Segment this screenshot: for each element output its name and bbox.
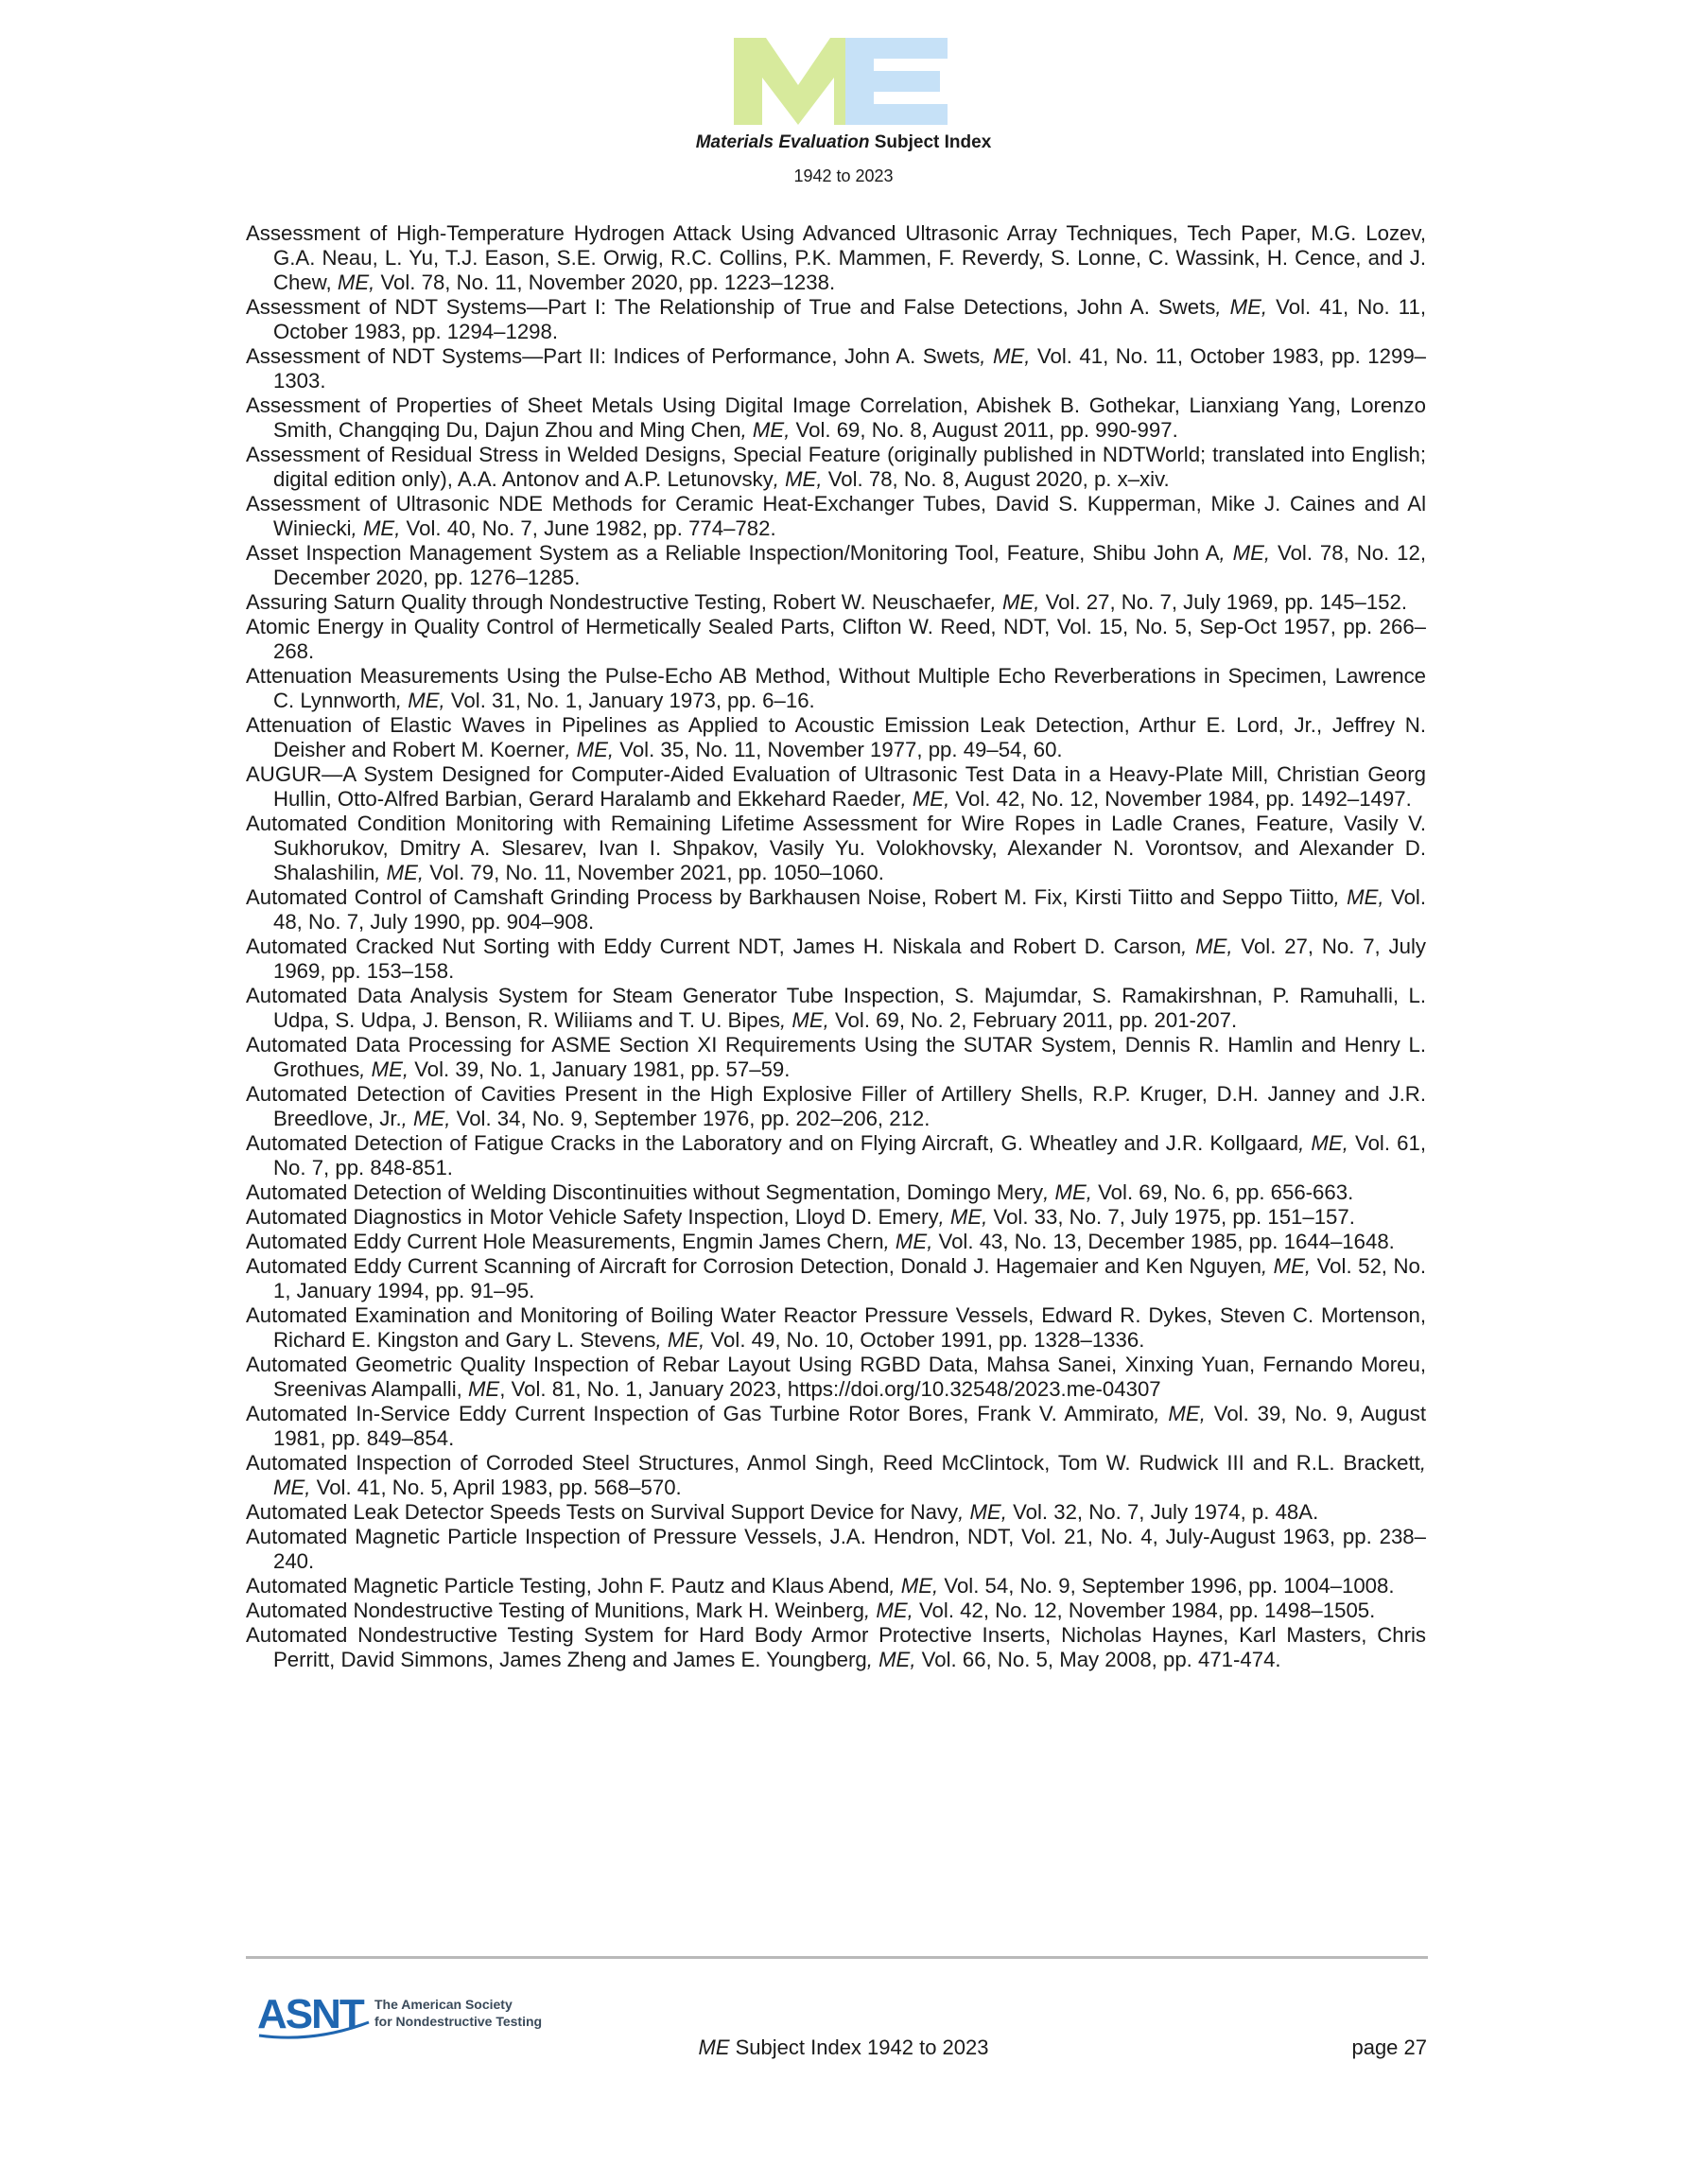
page-number: page 27: [1351, 2035, 1427, 2059]
index-entry: [246, 713, 1426, 762]
index-entry: [246, 1303, 1426, 1353]
entry-journal: , ME,: [938, 1205, 988, 1229]
entry-journal: , ME,: [655, 1328, 705, 1352]
entry-citation: Vol. 54, No. 9, September 1996, pp. 1004–1008.: [938, 1574, 1395, 1598]
entry-text: Automated Magnetic Particle Testing, John F. Pautz and Klaus Abend: [246, 1574, 890, 1598]
entry-text: Automated Leak Detector Speeds Tests on Survival Support Device for Navy: [246, 1500, 959, 1524]
index-entry: [246, 1131, 1426, 1180]
entry-citation: Vol. 39, No. 9, August 1981, pp. 849–854.: [273, 1402, 1427, 1450]
entry-text: Automated Detection of Fatigue Cracks in the Laboratory and on Flying Aircraft, G. Wheatley and J.R. Kollgaard: [246, 1131, 1299, 1155]
footer-title-rest: Subject Index 1942 to 2023: [729, 2035, 989, 2059]
entry-journal: , ME,: [866, 1648, 916, 1671]
entry-text: Automated Detection of Cavities Present in the High Explosive Filler of Artillery Shells, R.P. Kruger, D.H. Janney and J.R. Breedlove, Jr.: [246, 1082, 1426, 1130]
entry-citation: Vol. 35, No. 11, November 1977, pp. 49–54, 60.: [614, 738, 1063, 761]
entry-citation: Vol. 79, No. 11, November 2021, pp. 1050–1060.: [424, 861, 884, 884]
index-entry: [246, 1574, 1426, 1599]
entry-journal: , ME,: [1181, 935, 1233, 958]
index-entry: [246, 1599, 1426, 1623]
entry-text: Automated Condition Monitoring with Remaining Lifetime Assessment for Wire Ropes in Ladle Cranes, Feature, Vasily V. Sukhorukov, Dmitry A. Slesarev, Ivan I. Shpakov, Vasily Yu. Volokhovsky, Alexander N. Vorontsov, and Alexander D. Shalashilin: [246, 812, 1426, 884]
index-entry: [246, 812, 1426, 885]
index-entry: [246, 1180, 1426, 1205]
entry-citation: Vol. 34, No. 9, September 1976, pp. 202–206, 212.: [450, 1107, 930, 1130]
index-entry: [246, 1525, 1426, 1574]
entry-journal: , ME,: [359, 1057, 409, 1081]
header-journal-name: Materials Evaluation: [695, 132, 870, 152]
entry-text: Assuring Saturn Quality through Nondestructive Testing, Robert W. Neuschaefer: [246, 590, 991, 614]
entry-text: Attenuation Measurements Using the Pulse-Echo AB Method, Without Multiple Echo Reverberations in Specimen, Lawrence C. Lynnworth: [246, 664, 1426, 712]
entry-text: Automated Geometric Quality Inspection of Rebar Layout Using RGBD Data, Mahsa Sanei, Xinxing Yuan, Fernando Moreu, Sreenivas Alampalli,: [246, 1353, 1426, 1401]
entry-journal: , ME,: [374, 861, 425, 884]
index-entry: [246, 1451, 1426, 1500]
index-entry: [246, 935, 1426, 984]
entry-citation: Vol. 69, No. 2, February 2011, pp. 201-207.: [828, 1008, 1238, 1032]
entry-citation: Vol. 32, No. 7, July 1974, p. 48A.: [1006, 1500, 1319, 1524]
entry-citation: Vol. 41, No. 11, October 1983, pp. 1294–1298.: [273, 295, 1427, 343]
index-entry: [246, 541, 1426, 590]
index-entry: [246, 443, 1426, 492]
entry-journal: , ME,: [958, 1500, 1007, 1524]
entry-citation: Vol. 69, No. 8, August 2011, pp. 990-997.: [790, 418, 1178, 442]
index-entry: [246, 984, 1426, 1033]
entry-journal: , ME,: [740, 418, 791, 442]
entry-citation: Vol. 42, No. 12, November 1984, pp. 1498–1505.: [913, 1599, 1376, 1622]
entry-journal: , ME,: [1043, 1180, 1092, 1204]
entry-journal: , ME,: [780, 1008, 829, 1032]
me-logo-e: [845, 38, 948, 125]
index-entry: [246, 762, 1426, 812]
entry-text: Automated Magnetic Particle Inspection of Pressure Vessels, J.A. Hendron, NDT, Vol. 21, No. 4, July-August 1963, pp. 238–240.: [246, 1525, 1426, 1573]
index-entry: [246, 1033, 1426, 1082]
entry-citation: Vol. 78, No. 8, August 2020, p. x–xiv.: [822, 467, 1170, 491]
footer-divider: [246, 1956, 1428, 1959]
entry-text: Assessment of NDT Systems—Part II: Indices of Performance, John A. Swets: [246, 344, 981, 368]
entry-text: Automated Eddy Current Scanning of Aircraft for Corrosion Detection, Donald J. Hagemaier and Ken Nguyen: [246, 1254, 1261, 1278]
entry-citation: Vol. 41, No. 5, April 1983, pp. 568–570.: [310, 1476, 682, 1499]
entry-citation: Vol. 39, No. 1, January 1981, pp. 57–59.: [409, 1057, 791, 1081]
entry-journal: , ME,: [1333, 885, 1384, 909]
entry-text: Automated Eddy Current Hole Measurements, Engmin James Chern: [246, 1230, 884, 1253]
entry-citation: Vol. 42, No. 12, November 1984, pp. 1492–1497.: [949, 787, 1412, 811]
entry-text: Automated Nondestructive Testing System for Hard Body Armor Protective Inserts, Nicholas Haynes, Karl Masters, Chris Perritt, David Simmons, James Zheng and James E. Youngberg: [246, 1623, 1426, 1671]
index-entry: [246, 1254, 1426, 1303]
entry-text: AUGUR—A System Designed for Computer-Aided Evaluation of Ultrasonic Test Data in a Heavy-Plate Mill, Christian Georg Hullin, Otto-Alfred Barbian, Gerard Haralamb and Ekkehard Raeder: [246, 762, 1426, 811]
entry-citation: Vol. 43, No. 13, December 1985, pp. 1644–1648.: [932, 1230, 1395, 1253]
entry-text: Automated Cracked Nut Sorting with Eddy Current NDT, James H. Niskala and Robert D. Carson: [246, 935, 1182, 958]
index-entry: [246, 1500, 1426, 1525]
index-entry-list: [246, 221, 1426, 1672]
index-entry: [246, 393, 1426, 443]
entry-citation: Vol. 33, No. 7, July 1975, pp. 151–157.: [987, 1205, 1355, 1229]
index-entry: [246, 664, 1426, 713]
entry-journal: , ME,: [1298, 1131, 1348, 1155]
entry-citation: , Vol. 81, No. 1, January 2023, https://doi.org/10.32548/2023.me-04307: [499, 1377, 1161, 1401]
index-entry: [246, 492, 1426, 541]
header-title: [0, 132, 1687, 153]
entry-text: Automated Control of Camshaft Grinding Process by Barkhausen Noise, Robert M. Fix, Kirsti Tiitto and Seppo Tiitto: [246, 885, 1334, 909]
asnt-name-line-1: The American Society: [374, 1997, 513, 2012]
entry-text: Assessment of Ultrasonic NDE Methods for Ceramic Heat-Exchanger Tubes, David S. Kupperman, Mike J. Caines and Al Winiecki: [246, 492, 1426, 540]
entry-text: Atomic Energy in Quality Control of Hermetically Sealed Parts, Clifton W. Reed, NDT, Vol. 15, No. 5, Sep-Oct 1957, pp. 266–268.: [246, 615, 1426, 663]
footer-me: ME: [698, 2035, 730, 2059]
entry-text: Automated Diagnostics in Motor Vehicle Safety Inspection, Lloyd D. Emery: [246, 1205, 939, 1229]
entry-citation: Vol. 48, No. 7, July 1990, pp. 904–908.: [273, 885, 1426, 934]
index-entry: [246, 1082, 1426, 1131]
entry-text: Asset Inspection Management System as a Reliable Inspection/Monitoring Tool, Feature, Shibu John A: [246, 541, 1220, 565]
index-entry: [246, 1623, 1426, 1672]
index-entry: [246, 221, 1426, 295]
me-logo-m: [734, 38, 862, 125]
header-title-rest: Subject Index: [869, 132, 992, 152]
entry-citation: Vol. 69, No. 6, pp. 656-663.: [1091, 1180, 1354, 1204]
entry-citation: Vol. 27, No. 7, July 1969, pp. 153–158.: [273, 935, 1426, 983]
entry-journal: , ME,: [351, 516, 401, 540]
entry-journal: , ME,: [773, 467, 823, 491]
entry-journal: , ME,: [883, 1230, 933, 1253]
entry-text: Assessment of High-Temperature Hydrogen Attack Using Advanced Ultrasonic Array Techniques, Tech Paper, M.G. Lozev, G.A. Neau, L. Yu, T.J. Eason, S.E. Orwig, R.C. Collins, P.K. Mammen, F. Reverdy, S. Lonne, C. Wassink, H. Cence, and J. Chew,: [246, 221, 1426, 294]
entry-text: Automated Examination and Monitoring of Boiling Water Reactor Pressure Vessels, Edward R. Dykes, Steven C. Mortenson, Richard E. Kingston and Gary L. Stevens: [246, 1303, 1426, 1352]
index-entry: [246, 590, 1426, 615]
asnt-wordmark: ASNT: [257, 1991, 363, 2037]
entry-text: Assessment of Residual Stress in Welded Designs, Special Feature (originally published in NDTWorld; translated into English; digital edition only), A.A. Antonov and A.P. Letunovsky: [246, 443, 1426, 491]
entry-citation: Vol. 27, No. 7, July 1969, pp. 145–152.: [1039, 590, 1407, 614]
entry-journal: ME: [467, 1377, 500, 1401]
entry-text: Automated Detection of Welding Discontinuities without Segmentation, Domingo Mery: [246, 1180, 1044, 1204]
entry-citation: Vol. 52, No. 1, January 1994, pp. 91–95.: [273, 1254, 1426, 1302]
entry-journal: , ME,: [1154, 1402, 1206, 1425]
entry-citation: Vol. 41, No. 11, October 1983, pp. 1299–1303.: [273, 344, 1426, 393]
entry-journal: ME,: [337, 271, 375, 294]
index-entry: [246, 344, 1426, 393]
index-entry: [246, 615, 1426, 664]
entry-text: Automated In-Service Eddy Current Inspection of Gas Turbine Rotor Bores, Frank V. Ammirato: [246, 1402, 1155, 1425]
entry-journal: , ME,: [273, 1451, 1426, 1499]
index-entry: [246, 1402, 1426, 1451]
entry-journal: , ME,: [401, 1107, 451, 1130]
entry-text: Attenuation of Elastic Waves in Pipelines as Applied to Acoustic Emission Leak Detection, Arthur E. Lord, Jr., Jeffrey N. Deisher and Robert M. Koerner: [246, 713, 1426, 761]
index-entry: [246, 885, 1426, 935]
index-entry: [246, 295, 1426, 344]
entry-text: Automated Data Processing for ASME Section XI Requirements Using the SUTAR System, Dennis R. Hamlin and Henry L. Grothues: [246, 1033, 1426, 1081]
entry-citation: Vol. 61, No. 7, pp. 848-851.: [273, 1131, 1426, 1179]
entry-text: Automated Data Analysis System for Steam Generator Tube Inspection, S. Majumdar, S. Ramakirshnan, P. Ramuhalli, L. Udpa, S. Udpa, J. Benson, R. Wiliiams and T. U. Bipes: [246, 984, 1426, 1032]
entry-citation: Vol. 78, No. 12, December 2020, pp. 1276–1285.: [273, 541, 1426, 589]
entry-citation: Vol. 78, No. 11, November 2020, pp. 1223–1238.: [374, 271, 836, 294]
entry-journal: , ME,: [1261, 1254, 1312, 1278]
entry-text: Automated Nondestructive Testing of Munitions, Mark H. Weinberg: [246, 1599, 865, 1622]
index-entry: [246, 1230, 1426, 1254]
entry-text: Automated Inspection of Corroded Steel Structures, Anmol Singh, Reed McClintock, Tom W. Rudwick III and R.L. Brackett: [246, 1451, 1420, 1475]
index-entry: [246, 1353, 1426, 1402]
entry-citation: Vol. 66, No. 5, May 2008, pp. 471-474.: [915, 1648, 1281, 1671]
asnt-name-line-2: for Nondestructive Testing: [374, 2014, 543, 2029]
footer-title: [0, 2035, 1687, 2060]
header-years: 1942 to 2023: [793, 166, 894, 185]
me-logo: [734, 38, 948, 125]
asnt-wordmark-icon: [257, 1991, 369, 2037]
entry-citation: Vol. 31, No. 1, January 1973, pp. 6–16.: [444, 689, 815, 712]
entry-citation: Vol. 40, No. 7, June 1982, pp. 774–782.: [400, 516, 776, 540]
entry-journal: , ME,: [864, 1599, 913, 1622]
index-entry: [246, 1205, 1426, 1230]
entry-journal: , ME,: [900, 787, 950, 811]
entry-journal: , ME,: [889, 1574, 939, 1598]
entry-journal: , ME,: [1219, 541, 1271, 565]
entry-journal: , ME,: [990, 590, 1040, 614]
entry-text: Assessment of NDT Systems—Part I: The Relationship of True and False Detections, John A. Swets: [246, 295, 1216, 319]
entry-journal: , ME,: [1215, 295, 1268, 319]
entry-text: Assessment of Properties of Sheet Metals Using Digital Image Correlation, Abishek B. Gothekar, Lianxiang Yang, Lorenzo Smith, Changqing Du, Dajun Zhou and Ming Chen: [246, 393, 1426, 442]
entry-journal: , ME,: [980, 344, 1031, 368]
entry-journal: , ME,: [565, 738, 615, 761]
entry-journal: , ME,: [395, 689, 445, 712]
entry-citation: Vol. 49, No. 10, October 1991, pp. 1328–1336.: [704, 1328, 1145, 1352]
